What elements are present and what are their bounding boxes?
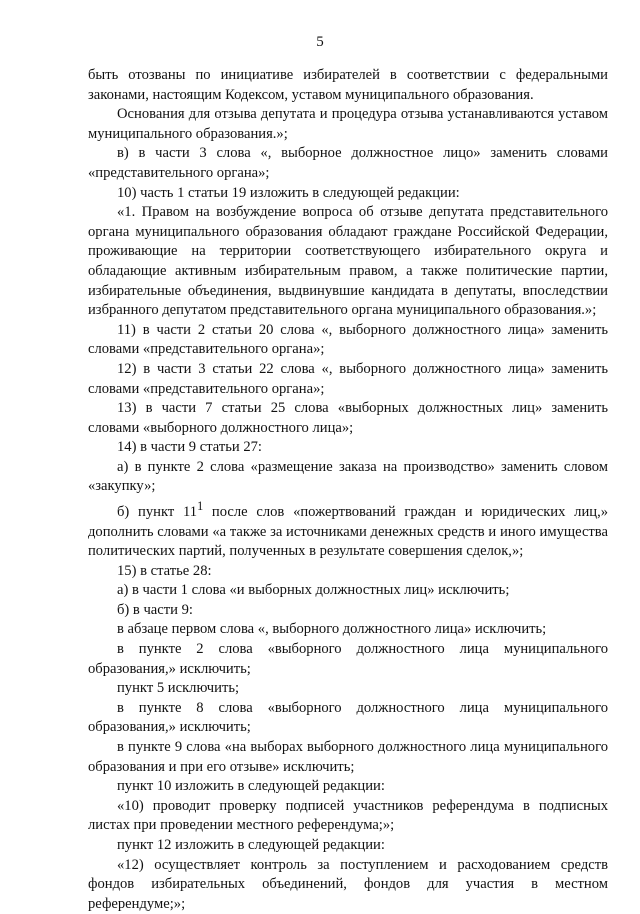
paragraph: в пункте 2 слова «выборного должностного лица муниципального образования,» исключить; (88, 641, 608, 677)
document-body (88, 66, 608, 914)
paragraph: 12) в части 3 статьи 22 слова «, выборного должностного лица» заменить словами «представительного органа»; (88, 360, 608, 397)
paragraph: а) в пункте 2 слова «размещение заказа на производство» заменить словом «закупку»; (88, 458, 608, 495)
paragraph: в пункте 9 слова «на выборах выборного должностного лица муниципального образования и при его отзыве» исключить; (88, 739, 608, 775)
paragraph: пункт 12 изложить в следующей редакции: (117, 837, 385, 854)
paragraph: 10) часть 1 статьи 19 изложить в следующей редакции: (117, 184, 460, 201)
paragraph: а) в части 1 слова «и выборных должностных лиц» исключить; (117, 582, 510, 599)
paragraph: в пункте 8 слова «выборного должностного лица муниципального образования,» исключить; (88, 699, 608, 736)
paragraph: в) в части 3 слова «, выборное должностное лицо» заменить словами «представительного органа»; (88, 145, 608, 181)
paragraph: пункт 10 изложить в следующей редакции: (117, 778, 385, 795)
paragraph: пункт 5 исключить; (117, 680, 240, 697)
paragraph: б) в части 9: (117, 601, 193, 618)
paragraph: «12) осуществляет контроль за поступлением и расходованием средств фондов избирательных объединений, фондов для участия в местном референдуме;»; (88, 856, 608, 912)
paragraph: 13) в части 7 статьи 25 слова «выборных должностных лиц» заменить словами «выборного должностного лица»; (88, 400, 608, 436)
paragraph: Основания для отзыва депутата и процедура отзыва устанавливаются уставом муниципального образования.»; (88, 106, 608, 142)
paragraph: «1. Правом на возбуждение вопроса об отзыве депутата представительного органа муниципального образования обладают граждане Российской Федерации, проживающие на территории соответствующего избирательного округа и обладающие активным избирательным правом, а также политические партии, избирательные объединения, выдвинувшие кандидата в депутаты, впоследствии избранного депутатом представительного органа муниципального образования.»; (88, 204, 608, 319)
paragraph-with-superscript (88, 497, 608, 562)
paragraph: «10) проводит проверку подписей участников референдума в подписных листах при проведении местного референдума;»; (88, 797, 608, 834)
paragraph: 14) в части 9 статьи 27: (117, 439, 262, 456)
page-number: 5 (316, 34, 324, 50)
text-fragment: б) пункт 11 (117, 503, 198, 520)
paragraph: 15) в статье 28: (117, 562, 212, 579)
text-fragment: после слов «пожертвований граждан и юридических лиц,» дополнить словами «а также за источниками денежных средств и иного имущества политических партий, полученных в результате совершения сделок,»; (88, 503, 609, 560)
superscript: 1 (197, 499, 204, 514)
paragraph: быть отозваны по инициативе избирателей в соответствии с федеральными законами, настоящим Кодексом, уставом муниципального образования. (88, 67, 608, 103)
paragraph: 11) в части 2 статьи 20 слова «, выборного должностного лица» заменить словами «представительного органа»; (88, 321, 608, 358)
paragraph: в абзаце первом слова «, выборного должностного лица» исключить; (117, 621, 547, 638)
